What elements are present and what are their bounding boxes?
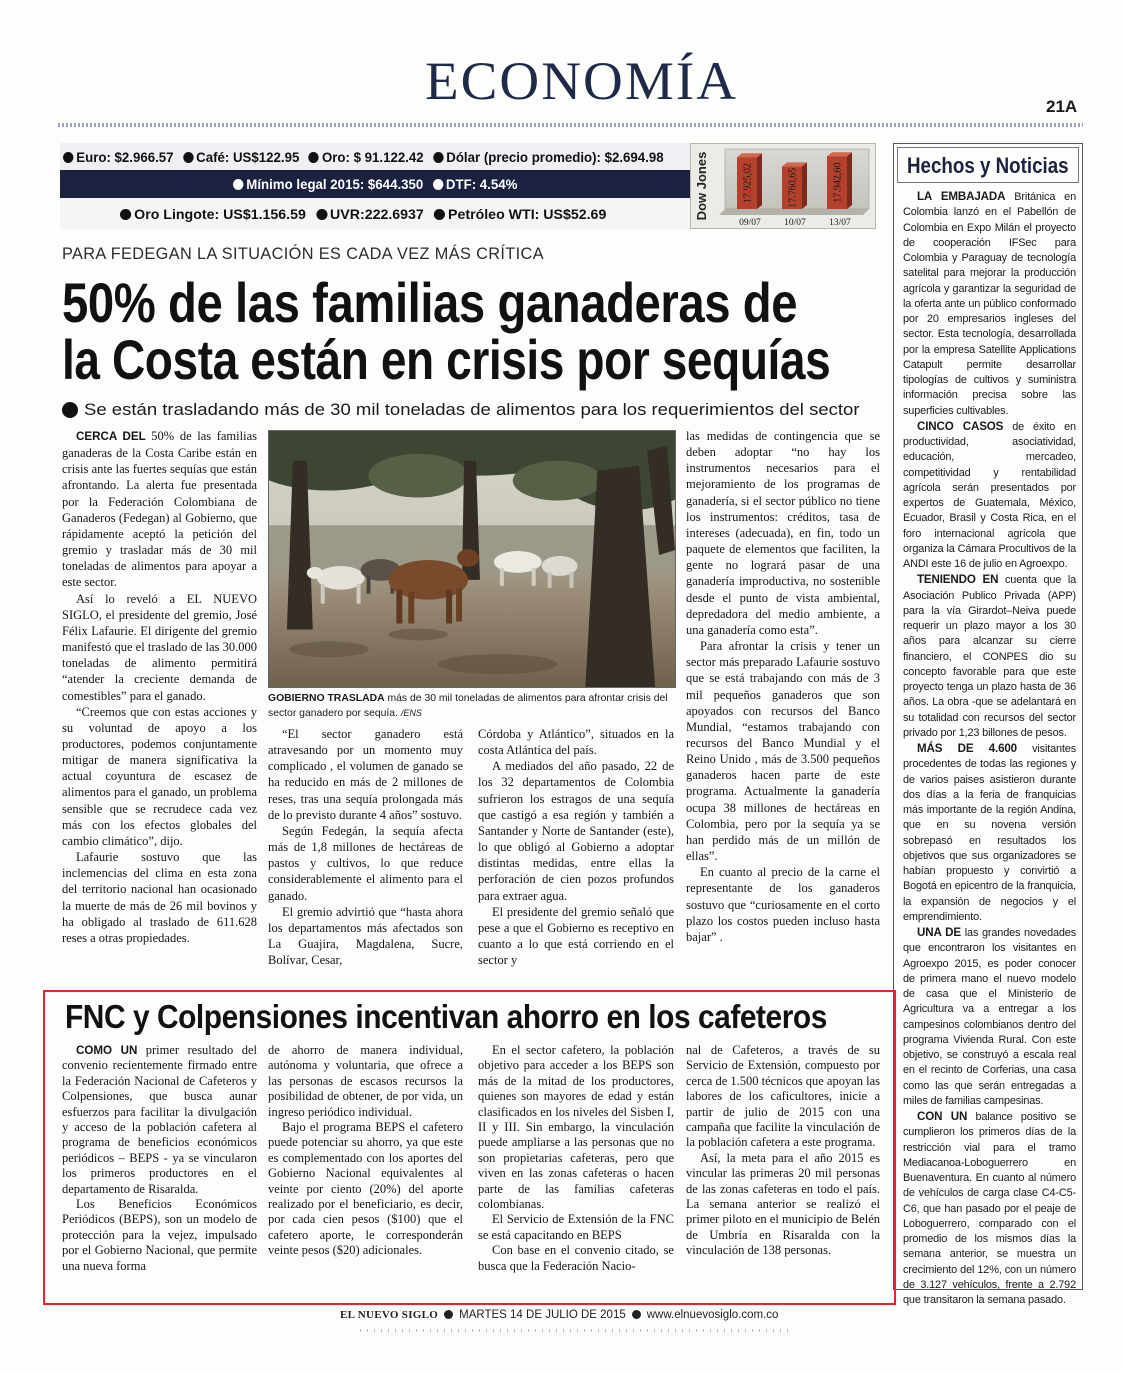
- ticker-item-minimo: [233, 176, 423, 192]
- ticker-value: Dólar (precio promedio): $2.694.98: [446, 148, 664, 165]
- ticker-row-content: [63, 149, 669, 165]
- headline-line: [62, 271, 798, 334]
- page-number: 21A: [1046, 97, 1078, 116]
- ticker-item-oro: [309, 149, 424, 165]
- cattle-photo-image: [269, 431, 675, 687]
- paragraph: [478, 1212, 674, 1243]
- paragraph-text: A mediados del año pasado, 22 de los 32 departamentos de Colombia sufrieron los estragos de una sequía que castigó a esa región y también a Santander y Norte de Santander (este), lo que obligó al Gobierno a adoptar distintas medidas, entre ellas la perforación de cien pozos profundos para extraer agua.: [478, 759, 674, 903]
- bullet-icon: [233, 179, 243, 190]
- footer-dotted-rule: [360, 1329, 790, 1332]
- page-footer: [340, 1306, 795, 1324]
- bullet-icon: [120, 209, 131, 220]
- lead-in: COMO UN: [76, 1044, 138, 1057]
- lead-in: CON UN: [917, 1110, 968, 1123]
- paragraph-text: Británica en Colombia lanzó en el Pabellón de Colombia en Expo Milán el proyecto de cooperación IFSec para Colombia y Paraguay de tecnología satelital para mejorar la producción agrícola y garantizar la seguridad de la oferta ante un público conformado por 20 empresarios ingleses del sector. Esta tecnología, desarrollada por la empresa Satellite Applications Catapult permite desarrollar tipologías de cultivos y suministra información precisa sobre las superficies cultivables.: [903, 191, 1076, 417]
- bullet-icon: [316, 209, 327, 220]
- article-column-3: [478, 726, 674, 968]
- headline-text: 50% de las familias ganaderas de: [62, 271, 798, 334]
- market-ticker: [60, 143, 692, 229]
- newspaper-name: EL NUEVO SIGLO: [340, 1309, 439, 1321]
- lead-in: MÁS DE 4.600: [917, 742, 1017, 755]
- chart-plot: [715, 146, 873, 228]
- box-headline: [65, 997, 827, 1037]
- paragraph-text: Lafaurie sostuvo que las inclemencias del clima en esta zona del territorio nacional han ocasionado la muerte de más de 26 mil bovinos y ha obligado al traslado de 611.628 reses a otras propiedades.: [62, 850, 257, 945]
- bar-category-label: 13/07: [829, 218, 851, 228]
- paragraph-text: En el sector cafetero, la población objetivo para acceder a los BEPS son más de la mitad de los productores, quienes son mayores de edad y están clasificados en los niveles del Sisben I, II y III. Sin embargo, la vinculación puede ampliarse a las personas que no son propietarias cafeteras, pero que viven en las zonas cafeteras o hacen parte de las familias cafeteras colombianas.: [478, 1043, 674, 1212]
- paragraph-text: de ahorro de manera individual, autónoma y voluntaria, que ofrece a las personas de escasos recursos la posibilidad de obtener, de por vida, un ingreso periódico individual.: [268, 1043, 463, 1119]
- paragraph: [478, 758, 674, 903]
- subheadline-text: Se están trasladando más de 30 mil toneladas de alimentos para los requerimientos del sector: [84, 400, 860, 419]
- ticker-row-content: [120, 206, 612, 222]
- paragraph: [903, 419, 1076, 573]
- bullet-icon: [433, 152, 443, 163]
- ticker-items: [233, 176, 523, 192]
- paragraph: [903, 1109, 1076, 1308]
- paragraph-text: Así, la meta para el año 2015 es vincular las primeras 20 mil personas de las zonas cafeteras en todo el país. La semana anterior se realizó el primer piloto en el municipio de Belén de Umbría en Risaralda con la vinculación de 138 personas.: [686, 1150, 880, 1258]
- bar-category-label: 10/07: [784, 218, 806, 228]
- paragraph-text: 50% de las familias ganaderas de la Costa Caribe están en crisis ante las fuertes sequías que están afrontando. La alerta fue presentada por la Federación Colombiana de Ganaderos (Fedegan) al Gobierno, que rápidamente aceptó la petición del gremio y trasladar más de 30 mil toneladas de alimentos para apoyar a este sector.: [62, 429, 257, 590]
- caption-credit: /ENS: [400, 708, 422, 718]
- paragraph: [903, 741, 1076, 925]
- bar-value-label: 17.760,65: [787, 167, 799, 208]
- sidebar-hechos-y-noticias: [893, 143, 1083, 1306]
- bullet-icon: [183, 152, 193, 163]
- ticker-row: [60, 198, 692, 229]
- chart-floor: [719, 209, 869, 215]
- publication-date: MARTES 14 DE JULIO DE 2015: [459, 1309, 626, 1321]
- headline-line: [62, 328, 831, 391]
- box-column-2: [268, 1043, 463, 1259]
- ticker-value: Petróleo WTI: US$52.69: [448, 205, 607, 222]
- paragraph-text: El presidente del gremio señaló que pese a que el Gobierno es receptivo en cuanto a lo que está corriendo en el sector y: [478, 904, 674, 968]
- lead-in: UNA DE: [917, 926, 961, 939]
- dow-jones-chart: [690, 143, 876, 229]
- bullet-icon: [632, 1310, 641, 1319]
- paragraph: [268, 904, 463, 969]
- paragraph-text: Con base en el convenio citado, se busca que la Federación Nacio-: [478, 1243, 674, 1273]
- paragraph-text: Córdoba y Atlántico”, situados en la costa Atlántica del país.: [478, 727, 674, 758]
- paragraph: [686, 1043, 880, 1151]
- bullet-icon: [309, 152, 319, 163]
- ticker-row-highlight: [60, 170, 692, 198]
- bar-category-label: 09/07: [739, 218, 761, 228]
- bullet-icon: [62, 402, 78, 418]
- paragraph: [478, 904, 674, 969]
- ticker-items: [120, 206, 612, 222]
- paragraph: [686, 1151, 880, 1259]
- paragraph: [62, 849, 257, 946]
- paragraph-text: El Servicio de Extensión de la FNC se está capacitando en BEPS: [478, 1212, 674, 1242]
- paragraph-text: primer resultado del convenio recientemente firmado entre la Federación Nacional de Cafeteros y Colpensiones, que busca aunar esfuerzos para facilitar la divulgación y acceso de la población cafetera al programa de beneficios económicos periódicos – BEPS - ya se vincularon los primeros productores en el departamento de Risaralda.: [62, 1043, 257, 1196]
- paragraph-text: Según Fedegán, la sequía afecta más de 1,8 millones de hectáreas de pastos y cultivos, lo que reduce considerablemente el alimento para el ganado.: [268, 823, 463, 903]
- headline-text: la Costa están en crisis por sequías: [62, 328, 831, 391]
- paragraph: [62, 1043, 257, 1197]
- paragraph: [903, 189, 1076, 419]
- article-column-4: [686, 428, 880, 945]
- ticker-item-euro: [63, 149, 174, 165]
- ticker-item-cafe: [183, 149, 299, 165]
- kicker: [62, 243, 544, 265]
- paragraph-text: Bajo el programa BEPS el cafetero puede potenciar su ahorro, ya que este es complementado con los aportes del Gobierno Nacional equivalentes al veinte por ciento (20%) del aporte realizado por el beneficiario, es decir, por cada cien pesos ($100) que el cafetero aporte, le corresponderán veinte pesos ($20) adicionales.: [268, 1120, 463, 1258]
- paragraph: [268, 726, 463, 823]
- paragraph: [62, 428, 257, 591]
- ticker-value: Café: US$122.95: [196, 148, 300, 165]
- subheadline: [84, 399, 860, 421]
- lead-in: CERCA DEL: [76, 430, 146, 443]
- section-title: [425, 50, 738, 112]
- lead-in: LA EMBAJADA: [917, 190, 1006, 203]
- lead-in: CINCO CASOS: [917, 419, 1004, 433]
- ticker-item-petroleo: [434, 206, 606, 222]
- paragraph: [686, 864, 880, 945]
- paragraph: [478, 1243, 674, 1274]
- paragraph: [62, 704, 257, 849]
- ticker-item-uvr: [316, 206, 424, 222]
- paragraph-text: balance positivo se cumplieron los primeros días de la restricción vial para el tramo Mediacanoa-Loboguerrero en Buenaventura. En cuanto al número de vehículos de carga clase C4-C5-C6, que han pasado por el peaje de Loboguerrero, comparado con el promedio de los mismos días la semana anterior, se muestra un crecimiento del 12%, con un número de 3.127 vehículos, frente a 2.792 que transitaron la semana pasado.: [903, 1111, 1076, 1306]
- sidebar-header: [897, 147, 1079, 183]
- header-rule: [58, 123, 1083, 127]
- paragraph-text: de éxito en productividad, asociatividad, educación, mercadeo, competitividad y rentabilidad agrícola serán presentados por expertos de Guatemala, México, Ecuador, Brasil y Costa Rica, en el foro internacional agrícola que organiza la Cámara Procultivos de la ANDI este 16 de julio en Agroexpo.: [903, 420, 1076, 570]
- bar-value-label: 17.925,02: [742, 163, 754, 204]
- chart-title: Dow Jones: [694, 151, 709, 221]
- ticker-value: DTF: 4.54%: [445, 176, 518, 192]
- paragraph: [268, 823, 463, 904]
- paragraph: [268, 1043, 463, 1120]
- paragraph: [478, 1043, 674, 1212]
- paragraph-text: “El sector ganadero está atravesando por un momento muy complicado , el volumen de ganado se ha reducido en más de 2 millones de reses, tras una sequía prolongada más de lo previsto durante 4 años” sostuvo.: [268, 727, 463, 822]
- sidebar-title: [907, 152, 1069, 180]
- paragraph-text: En cuanto al precio de la carne el representante de los ganaderos sostuvo que “curiosamente en el corto plazo los costos pueden incluso hasta bajar” .: [686, 865, 880, 944]
- photo-caption: [268, 692, 676, 721]
- paragraph: [686, 638, 880, 864]
- website-url: www.elnuevosiglo.com.co: [646, 1309, 779, 1321]
- box-column-1: [62, 1043, 257, 1274]
- paragraph-text: El gremio advirtió que “hasta ahora los departamentos más afectados son La Guajira, Magdalena, Sucre, Bolívar, Cesar,: [268, 904, 463, 968]
- section-title-text: ECONOMÍA: [425, 51, 738, 111]
- paragraph-text: las medidas de contingencia que se deben adoptar “no hay los instrumentos necesarios para el mejoramiento de los programas de ganadería, si el sector público no tiene los instrumentos: créditos, tasa de intereses (adecuada), en fin, todo un paquete de elementos que faciliten, la gente no logrará pasar de una ganadería improductiva, no sostenible desde el punto de vista ambiental, depredadora del medio ambiente, a una ganadería como esta”.: [686, 429, 880, 637]
- article-column-1: [62, 428, 257, 946]
- dow-bar-side: [847, 152, 852, 209]
- paragraph-text: “Creemos que con estas acciones y su voluntad de apoyo a los productores, podemos conjuntamente mitigar de manera significativa la actual coyuntura de escasez de alimentos para el ganado, un problema sensible que se recrudece cada vez más con los efectos globales del cambio climático”, dijo.: [62, 704, 257, 848]
- paragraph: [478, 726, 674, 758]
- kicker-text: PARA FEDEGAN LA SITUACIÓN ES CADA VEZ MÁS CRÍTICA: [62, 244, 544, 263]
- ticker-value: Mínimo legal 2015: $644.350: [246, 176, 424, 192]
- ticker-row: [60, 143, 692, 170]
- ticker-value: Oro Lingote: US$1.156.59: [134, 205, 306, 222]
- box-headline-text: FNC y Colpensiones incentivan ahorro en los cafeteros: [65, 998, 827, 1035]
- article-column-2: [268, 726, 463, 968]
- dow-bar-side: [757, 153, 762, 209]
- paragraph-text: Para afrontar la crisis y tener un sector más preparado Lafaurie sostuvo que se está trabajando con más de 3 mil pequeños ganaderos que son apoyados con recursos del Banco Mundial, “estamos trabajando con recursos del Banco Mundial y el Reino Unido , más de 3.500 pequeños ganaderos hacen parte de este programa. Actualmente la ganadería ocupa 38 millones de hectáreas en Colombia, pero por la sequía ya se han perdido más de un millón de ellas”.: [686, 639, 880, 864]
- box-column-3: [478, 1043, 674, 1274]
- paragraph-text: cuenta que la Asociación Publico Privada (APP) para la vía Girardot–Neiva puede requerir un plazo mayor a los 30 años para alcanzar su cierre financiero, el CONPES dio su concepto favorable para que este proyecto tenga un plazo hasta de 36 años. La obra -que se adelantará en su totalidad con recursos del sector privado por 1,23 billones de pesos.: [903, 574, 1076, 739]
- ticker-item-dolar: [433, 149, 664, 165]
- bullet-icon: [444, 1310, 453, 1319]
- paragraph-text: las grandes novedades que encontraron los visitantes en Agroexpo 2015, es poder conocer de primera mano el nuevo modelo de casa que el Ministerio de Agricultura va a entregar a los campesinos colombianos dentro del programa Vivienda Rural. Con este objetivo, se construyó a escala real en el recinto de Corferias, una casa como las que serán entregadas a miles de familias campesinas.: [903, 927, 1076, 1107]
- ticker-value: Oro: $ 91.122.42: [321, 148, 424, 165]
- paragraph-text: nal de Cafeteros, a través de su Servicio de Extensión, compuesto por cerca de 1.500 técnicos que apoyan las labores de los caficultores, inicie a partir de julio de 2015 con una campaña que facilite la vinculación de la población cafetera a este programa.: [686, 1043, 881, 1150]
- paragraph: [903, 925, 1076, 1109]
- ticker-value: UVR:222.6937: [330, 205, 424, 222]
- paragraph: [903, 572, 1076, 741]
- bar-value-label: 17.942,60: [832, 162, 844, 203]
- paragraph: [686, 428, 880, 638]
- dow-bar-side: [802, 162, 807, 209]
- ticker-row-content: [233, 176, 523, 192]
- box-column-4: [686, 1043, 880, 1259]
- paragraph: [62, 591, 257, 704]
- bullet-icon: [433, 179, 443, 190]
- ticker-items: [63, 149, 669, 165]
- bullet-icon: [63, 152, 73, 163]
- sidebar-items: [903, 189, 1076, 1308]
- paragraph-text: Los Beneficios Económicos Periódicos (BEPS), son un modelo de protección para la vejez, impulsado por el Gobierno Nacional, que permite una nueva forma: [62, 1197, 257, 1273]
- ticker-value: Euro: $2.966.57: [76, 148, 174, 165]
- bullet-icon: [434, 209, 445, 220]
- sidebar-title-text: Hechos y Noticias: [907, 153, 1069, 178]
- ticker-item-oro-lingote: [120, 206, 306, 222]
- cattle-photo: [268, 430, 676, 688]
- ticker-item-dtf: [433, 176, 518, 192]
- paragraph-text: Así lo reveló a EL NUEVO SIGLO, el presidente del gremio, José Félix Lafaurie. El dirigente del gremio manifestó que el traslado de las 30.000 toneladas de alimento permitirá “atender la creciente demanda de comestibles” para el ganado.: [62, 591, 257, 703]
- paragraph: [268, 1120, 463, 1259]
- chart-bars: [737, 152, 852, 228]
- lead-in: TENIENDO EN: [917, 573, 999, 587]
- caption-lead: GOBIERNO TRASLADA: [268, 693, 385, 704]
- paragraph-text: visitantes procedentes de todas las regiones y de varios paises asistieron durante dos días a la feria de franquicias más importante de la región Andina, que en su novena versión sobrepasó en resultados los objetivos que sus organizadores se habían propuesto y convirtió a Bogotá en epicentro de la franquicia, la expansión de negocios y el emprendimiento.: [903, 743, 1076, 923]
- paragraph: [62, 1197, 257, 1274]
- caption-text: más de 30 mil toneladas de alimentos para afrontar crisis del sector ganadero por sequía.: [268, 693, 668, 719]
